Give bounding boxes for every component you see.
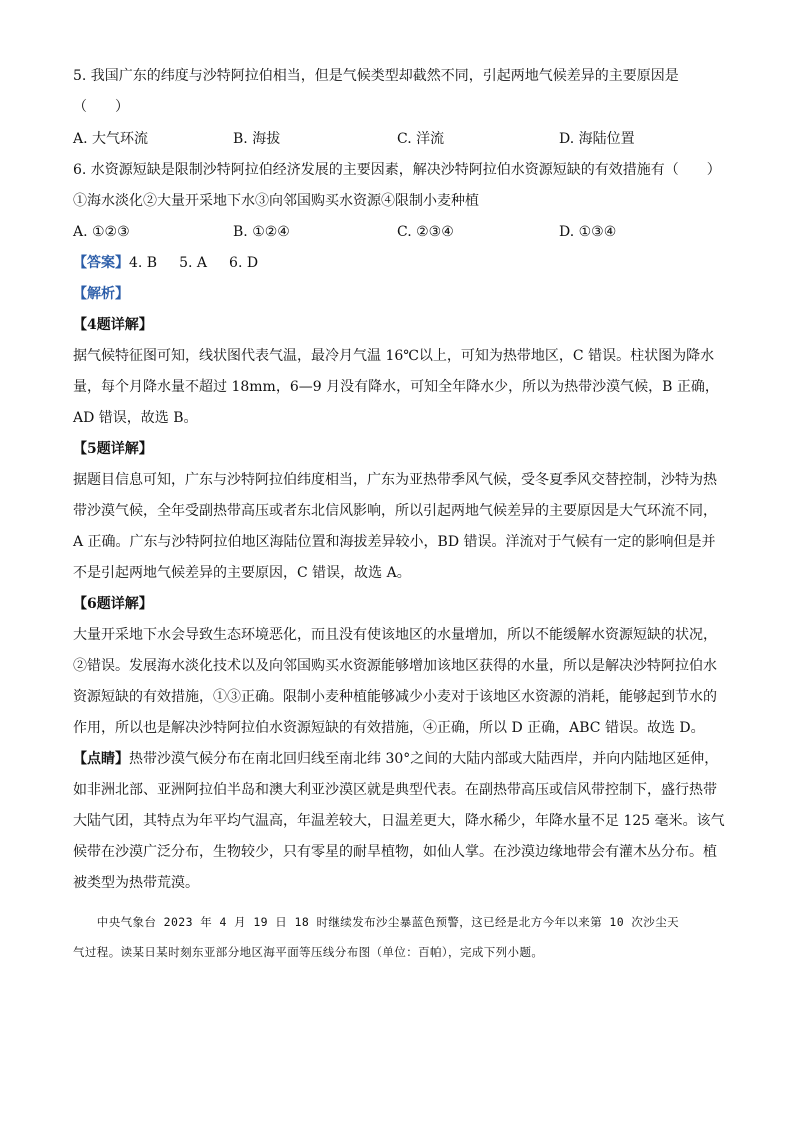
detail4-heading: 【4题详解】 xyxy=(73,317,153,333)
tip-line: 被类型为热带荒漠。 xyxy=(73,875,199,891)
tip-heading: 【点睛】 xyxy=(73,751,129,767)
q5-options xyxy=(73,129,723,149)
answer-line xyxy=(73,253,723,273)
answer-item: 4. B xyxy=(129,255,158,271)
detail5-heading: 【5题详解】 xyxy=(73,441,153,457)
analysis-label: 【解析】 xyxy=(73,286,129,302)
detail5-line: 带沙漠气候，全年受副热带高压或者东北信风影响，所以引起两地气候差异的主要原因是大气环流不同， xyxy=(73,503,717,519)
material-line2: 气过程。读某日某时刻东亚部分地区海平面等压线分布图（单位：百帕），完成下列小题。 xyxy=(73,945,544,959)
detail6-line: 大量开采地下水会导致生态环境恶化，而且没有使该地区的水量增加，所以不能缓解水资源短缺的状况， xyxy=(73,627,717,643)
detail5-line: 不是引起两地气候差异的主要原因，C 错误，故选 A。 xyxy=(73,565,411,581)
q6-stem-line1: 6. 水资源短缺是限制沙特阿拉伯经济发展的主要因素，解决沙特阿拉伯水资源短缺的有效措施有（ ） xyxy=(73,162,721,178)
detail4-line: 量，每个月降水量不超过 18mm，6—9 月没有降水，可知全年降水少，所以为热带沙漠气候，B 正确， xyxy=(73,379,719,395)
q5-option-d: D. 海陆位置 xyxy=(559,131,635,147)
detail6-line: ②错误。发展海水淡化技术以及向邻国购买水资源能够增加该地区获得的水量，所以是解决沙特阿拉伯水 xyxy=(73,658,717,674)
q5-stem-line2: （ ） xyxy=(73,99,129,115)
q6-option-d: D. ①③④ xyxy=(559,224,617,240)
detail6-heading: 【6题详解】 xyxy=(73,596,153,612)
tip-line: 候带在沙漠广泛分布，生物较少，只有零星的耐旱植物，如仙人掌。在沙漠边缘地带会有灌木丛分布。植 xyxy=(73,844,717,860)
q6-option-b: B. ①②④ xyxy=(233,224,290,240)
q5-option-a: A. 大气环流 xyxy=(73,131,149,147)
detail6-line: 作用，所以也是解决沙特阿拉伯水资源短缺的有效措施，④正确，所以 D 正确，ABC 错误。故选 D。 xyxy=(73,720,705,736)
tip-line: 如非洲北部、亚洲阿拉伯半岛和澳大利亚沙漠区就是典型代表。在副热带高压或信风带控制下，盛行热带 xyxy=(73,782,717,798)
q5-stem-line1: 5. 我国广东的纬度与沙特阿拉伯相当，但是气候类型却截然不同，引起两地气候差异的主要原因是 xyxy=(73,68,679,84)
q5-option-c: C. 洋流 xyxy=(397,131,445,147)
answer-item: 5. A xyxy=(179,255,208,271)
q6-option-a: A. ①②③ xyxy=(73,224,130,240)
detail4-line: 据气候特征图可知，线状图代表气温，最冷月气温 16℃以上，可知为热带地区，C 错误。柱状图为降水 xyxy=(73,348,715,364)
tip-line: 大陆气团，其特点为年平均气温高，年温差较大，日温差更大，降水稀少，年降水量不足 125 毫米。该气 xyxy=(73,813,725,829)
tip-first-text: 热带沙漠气候分布在南北回归线至南北纬 30°之间的大陆内部或大陆西岸，并向内陆地区延伸， xyxy=(129,751,719,767)
material-line1: 中央气象台 2023 年 4 月 19 日 18 时继续发布沙尘暴蓝色预警，这已经是北方今年以来第 10 次沙尘天 xyxy=(73,915,679,929)
q5-option-b: B. 海拔 xyxy=(233,131,281,147)
q6-option-c: C. ②③④ xyxy=(397,224,454,240)
answer-item: 6. D xyxy=(229,255,259,271)
detail4-line: AD 错误，故选 B。 xyxy=(73,410,198,426)
answer-label: 【答案】 xyxy=(73,255,129,271)
detail6-line: 资源短缺的有效措施，①③正确。限制小麦种植能够减少小麦对于该地区水资源的消耗，能够起到节水的 xyxy=(73,689,717,705)
tip-first-line xyxy=(73,749,723,769)
q6-stem-line2: ①海水淡化②大量开采地下水③向邻国购买水资源④限制小麦种植 xyxy=(73,193,479,209)
detail5-line: A 正确。广东与沙特阿拉伯地区海陆位置和海拔差异较小，BD 错误。洋流对于气候有一定的影响但是并 xyxy=(73,534,716,550)
detail5-line: 据题目信息可知，广东与沙特阿拉伯纬度相当，广东为亚热带季风气候，受冬夏季风交替控制，沙特为热 xyxy=(73,472,717,488)
q6-options xyxy=(73,222,723,242)
